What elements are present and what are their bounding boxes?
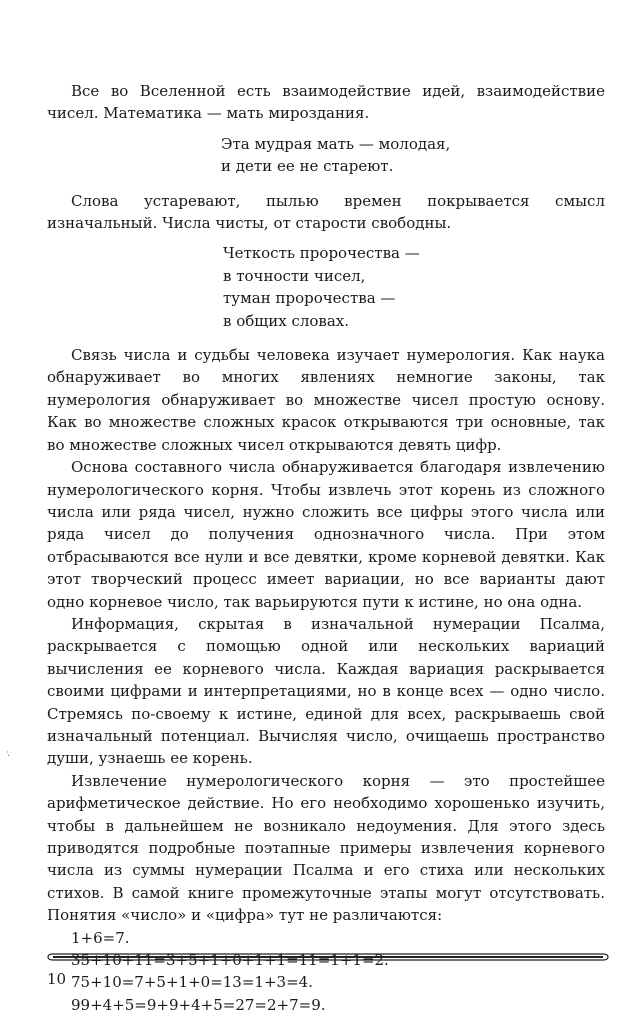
equation-2: 35+10+11=3+5+1+0+1+1=11=1+1=2. bbox=[71, 951, 389, 970]
equation-4: 99+4+5=9+9+4+5=27=2+7=9. bbox=[71, 995, 326, 1014]
verse-2 bbox=[223, 242, 605, 332]
verse-1 bbox=[221, 133, 605, 178]
page-body bbox=[47, 80, 605, 1016]
equation-3: 75+10=7+5+1+0=13=1+3=4. bbox=[71, 973, 313, 992]
verse-2-line-4: в общих словах. bbox=[223, 311, 350, 330]
paragraph-2: Слова устаревают, пылью времен покрывается смысл изначальный. Числа чисты, от старости свободны. bbox=[47, 191, 605, 233]
footer-ornament-rule bbox=[47, 950, 609, 964]
verse-2-line-2: в точности чисел, bbox=[223, 266, 366, 285]
verse-2-line-3: туман пророчества — bbox=[223, 289, 396, 308]
paragraph-1: Все во Вселенной есть взаимодействие идей, взаимодействие чисел. Математика — мать мироздания. bbox=[47, 82, 605, 123]
page-number: 10 bbox=[47, 970, 67, 988]
paragraph-4: Основа составного числа обнаруживается благодаря извлечению нумерологического корня. Чтобы извлечь этот корень из сложного числа или ряда чисел, нужно сложить все цифры этого числа или ряда чисел до получения однозначного числа. При этом отбрасываются все нули и все девятки, кроме корневой девятки. Как этот творческий процесс имеет вариации, но все варианты дают одно корневое число, так варьируются пути к истине, но она одна. bbox=[47, 458, 605, 611]
equation-1: 1+6=7. bbox=[71, 928, 130, 947]
paragraph-6: Извлечение нумерологического корня — это простейшее арифметическое действие. Но его необходимо хорошенько изучить, чтобы в дальнейшем не возникало недоумения. Для этого здесь приводятся подробные поэтапные примеры извлечения корневого числа из суммы нумерации Псалма и его стиха или нескольких стихов. В самой книге промежуточные этапы могут отсутствовать. Понятия «число» и «цифра» тут не различаются: bbox=[47, 771, 605, 925]
verse-2-line-1: Четкость пророчества — bbox=[223, 244, 420, 263]
margin-mark: ·̇ bbox=[7, 751, 11, 762]
equation-list bbox=[71, 927, 605, 1016]
paragraph-3: Связь числа и судьбы человека изучает нумерология. Как наука обнаруживает во многих явлениях немногие законы, так нумерология обнаруживает во множестве чисел простую основу. Как во множестве сложных красок открываются три основные, так во множестве сложных чисел открываются девять цифр. bbox=[47, 346, 605, 454]
verse-1-line-1: Эта мудрая мать — молодая, bbox=[221, 134, 451, 153]
verse-1-line-2: и дети ее не стареют. bbox=[221, 157, 394, 176]
paragraph-5: Информация, скрытая в изначальной нумерации Псалма, раскрывается с помощью одной или нескольких вариаций вычисления ее корневого числа. Каждая вариация раскрывается своими цифрами и интерпретациями, но в конце всех — одно число. Стремясь по-своему к истине, единой для всех, раскрываешь свой изначальный потенциал. Вычисляя число, очищаешь пространство души, узнаешь ее корень. bbox=[47, 614, 605, 768]
